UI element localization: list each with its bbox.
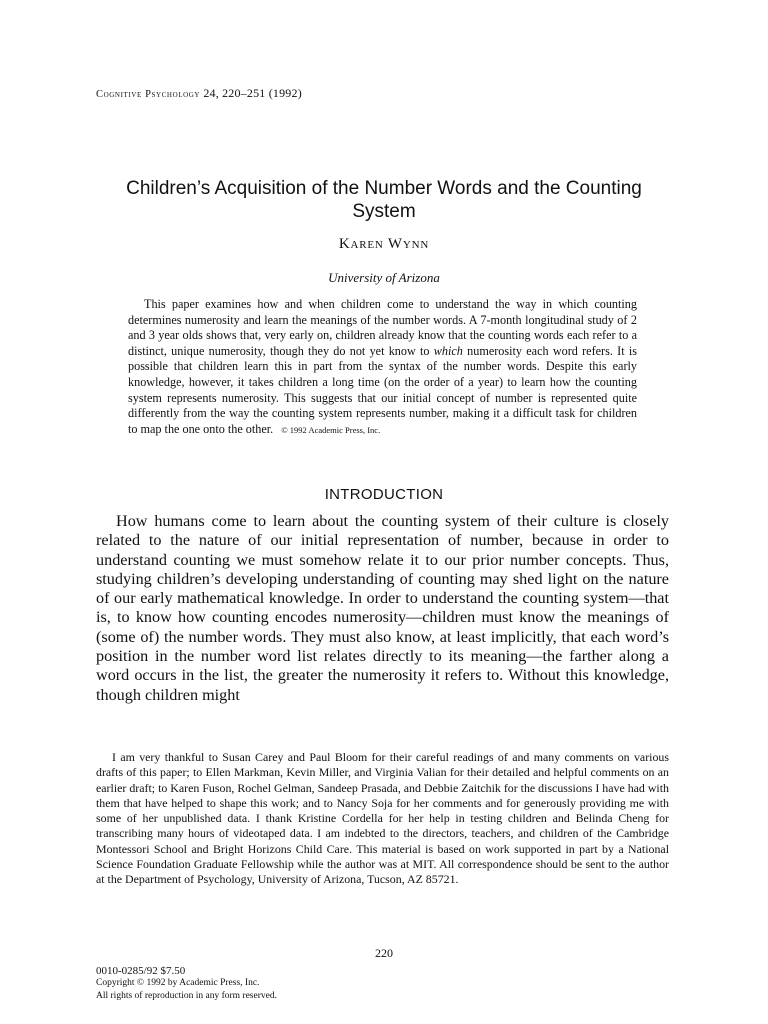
publication-meta xyxy=(96,965,277,1002)
journal-name: Cognitive Psychology xyxy=(96,89,201,100)
author-affiliation: University of Arizona xyxy=(328,270,440,285)
section-heading-introduction: INTRODUCTION xyxy=(324,486,444,503)
abstract-italic-word: which xyxy=(433,343,463,358)
volume-pages: 24, 220–251 (1992) xyxy=(203,86,302,100)
article-title: Children’s Acquisition of the Number Words and the Counting System xyxy=(126,178,642,222)
abstract-copyright: © 1992 Academic Press, Inc. xyxy=(281,424,381,435)
abstract-text-part-1: This paper examines how and when children come to understand the way in which counting determines numerosity and learn the meanings of the number words. A 7-month longitudinal study of 2 and 3 year olds shows that, very early on, children already know that the counting words each refer to a distinct, unique numerosity, though they do not yet know to xyxy=(128,297,637,358)
introduction-paragraph: How humans come to learn about the counting system of their culture is closely related to the nature of our initial representation of number, because in order to understand counting we must somehow relate it to our prior number concepts. Thus, studying children’s developing understanding of counting may shed light on the nature of our early mathematical knowledge. In order to understand the counting system—that is, to know how counting encodes numerosity—children must know the meanings of (some of) the number words. They must also know, at least implicitly, that each word’s position in the number word list relates directly to its meaning—the farther along a word occurs in the list, the greater the numerosity it refers to. Without this knowledge, though children might xyxy=(96,512,669,704)
publisher-copyright: Copyright © 1992 by Academic Press, Inc. xyxy=(96,978,260,989)
acknowledgment-footnote: I am very thankful to Susan Carey and Paul Bloom for their careful readings of and many comments on various drafts of this paper; to Ellen Markman, Kevin Miller, and Virginia Valian for their detailed and helpful comments on an earlier draft; to Karen Fuson, Rochel Gelman, Sandeep Prasada, and Debbie Zaitchik for the discussions I have had with them that have helped to shape this work; and to Nancy Soja for her comments and for generously providing me with some of her unpublished data. I thank Kristine Cordella for her help in testing children and Belinda Cheng for transcribing many hours of videotaped data. I am indebted to the directors, teachers, and children of the Cambridge Montessori School and Bright Horizons Child Care. This material is based on work supported in part by a National Science Foundation Graduate Fellowship while the author was at MIT. All correspondence should be sent to the author at the Department of Psychology, University of Arizona, Tucson, AZ 85721. xyxy=(96,750,669,887)
abstract-text-part-2: numerosity each word refers. It is possible that children learn this in part from the syntax of the number words. Despite this early knowledge, however, it takes children a long time (on the order of a year) to learn how the counting system represents numerosity. This suggests that our initial concept of number is represented quite differently from the way the counting system represents number, making it a difficult task for children to map the one onto the other. xyxy=(128,343,637,436)
abstract xyxy=(128,297,637,438)
issn-price: 0010-0285/92 $7.50 xyxy=(96,965,186,977)
author-name: Karen Wynn xyxy=(338,236,430,252)
page-number: 220 xyxy=(375,946,393,960)
journal-reference xyxy=(96,86,302,101)
rights-statement: All rights of reproduction in any form reserved. xyxy=(96,990,277,1001)
